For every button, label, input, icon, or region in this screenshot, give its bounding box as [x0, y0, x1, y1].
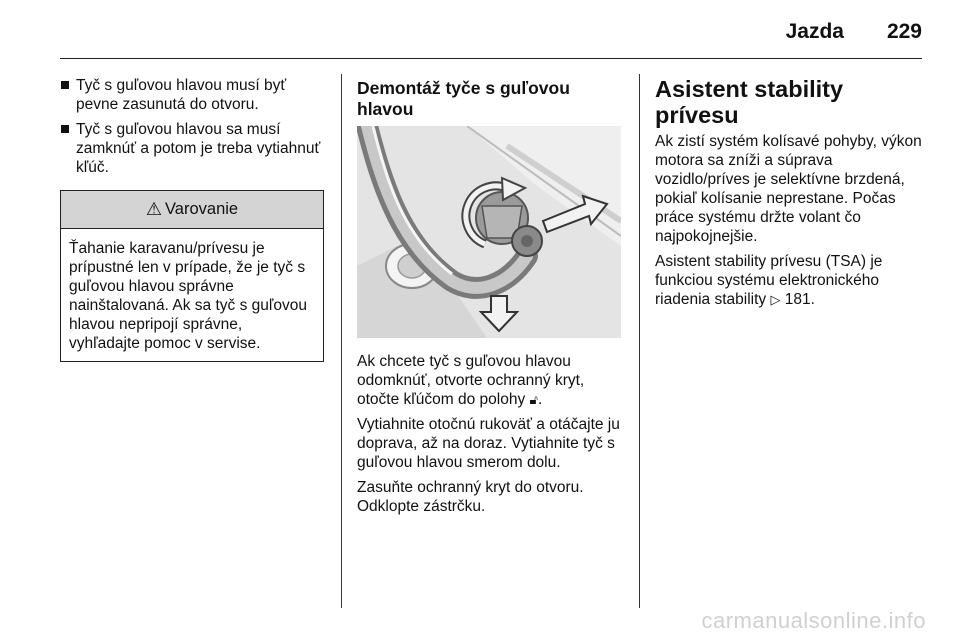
- unlocked-padlock-icon: 🔓︎: [529, 392, 538, 407]
- bullet-item: Tyč s guľovou hlavou sa musí zamknúť a potom je treba vytiahnuť kľúč.: [60, 120, 324, 177]
- middle-column: [357, 74, 623, 522]
- warning-triangle-icon: ⚠: [145, 199, 163, 219]
- section-title: Jazda: [785, 20, 844, 43]
- page-number: 229: [886, 20, 922, 43]
- towbar-removal-illustration: [357, 126, 621, 338]
- body-paragraph: Ak zistí systém kolísavé pohyby, výkon motora sa zníži a súprava vozidlo/príves je selektívne brzdená, pokiaľ kolísanie neprestane. Počas práce systému držte volant čo najpokojnejšie.: [655, 133, 922, 245]
- warning-title: Varovanie: [165, 200, 239, 218]
- page-reference-link[interactable]: 181: [784, 291, 811, 308]
- warning-text: Ťahanie karavanu/prívesu je prípustné len v prípade, že je tyč s guľovou hlavou správne nainštalovaná. Ak sa tyč s guľovou hlavou nepripojí správne, vyhľadajte pomoc v servise.: [69, 240, 308, 352]
- warning-box: [60, 190, 324, 362]
- right-column: [655, 74, 925, 315]
- page-reference-triangle-icon: ▷: [770, 292, 781, 307]
- instruction-paragraph: Vytiahnite otočnú rukoväť a otáčajte ju doprava, až na doraz. Vytiahnite tyč s guľovou hlavou smerom dolu.: [357, 416, 620, 471]
- section-heading: Asistent stability prívesu: [655, 76, 844, 128]
- body-paragraph: Asistent stability prívesu (TSA) je funkciou systému elektronického riadenia stability ▷ 181.: [655, 253, 883, 308]
- instruction-paragraph: Zasuňte ochranný kryt do otvoru. Odklopte zástrčku.: [357, 479, 584, 515]
- bullet-item: Tyč s guľovou hlavou musí byť pevne zasunutá do otvoru.: [60, 76, 324, 114]
- watermark: carmanualsonline.info: [701, 608, 926, 633]
- page-header: [60, 0, 922, 59]
- column-divider: [341, 74, 342, 608]
- left-column: [60, 74, 324, 362]
- warning-header: [61, 191, 323, 229]
- section-heading: Demontáž tyče s guľovou hlavou: [357, 78, 570, 119]
- instruction-paragraph: Ak chcete tyč s guľovou hlavou odomknúť, otvorte ochranný kryt, otočte kľúčom do polohy 🔓︎.: [357, 353, 585, 408]
- column-divider: [639, 74, 640, 608]
